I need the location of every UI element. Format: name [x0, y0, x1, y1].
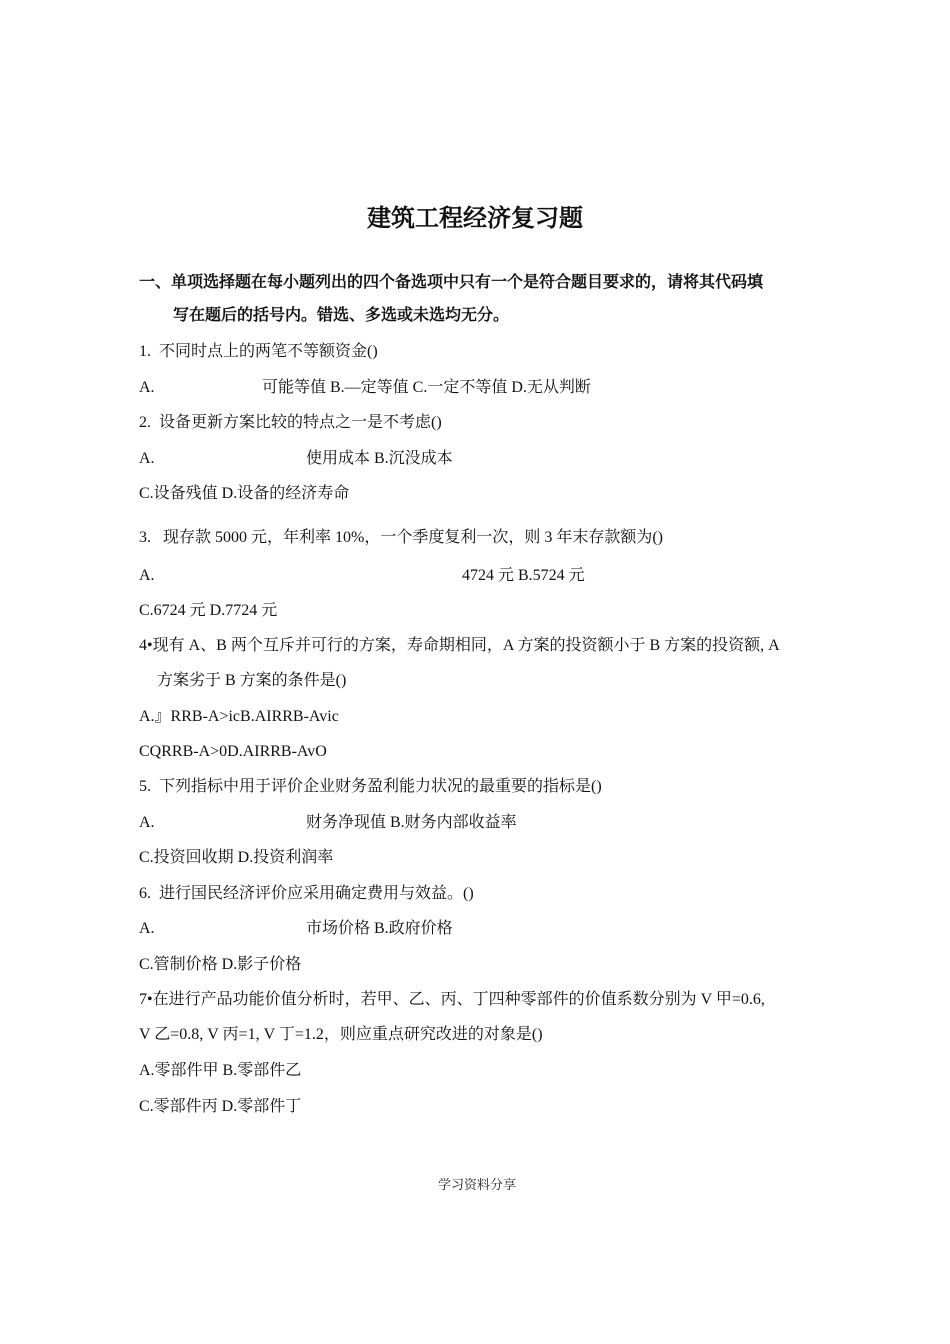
- q1-stem: 1. 不同时点上的两笔不等额资金(): [139, 343, 378, 360]
- q3-option-label: A.: [139, 567, 155, 584]
- q7-options-cd: C.零部件丙 D.零部件丁: [139, 1098, 302, 1115]
- page-footer: 学习资料分享: [438, 1178, 517, 1193]
- q2-options-ab: 使用成本 B.沉没成本: [306, 450, 453, 467]
- q2-options-cd: C.设备残值 D.设备的经济寿命: [139, 485, 350, 502]
- q5-stem: 5. 下列指标中用于评价企业财务盈利能力状况的最重要的指标是(): [139, 778, 602, 795]
- q3-options-cd: C.6724 元 D.7724 元: [139, 602, 278, 619]
- q3-stem: 3. 现存款 5000 元，年利率 10%，一个季度复利一次，则 3 年末存款额为(): [139, 529, 663, 546]
- q4-options-cd: CQRRB-A>0D.AIRRB-AvO: [139, 743, 327, 760]
- page-title: 建筑工程经济复习题: [367, 204, 583, 232]
- q2-option-label: A.: [139, 450, 155, 467]
- q4-stem-line-2: 方案劣于 B 方案的条件是(): [157, 672, 347, 689]
- q6-option-label: A.: [139, 920, 155, 937]
- q5-options-ab: 财务净现值 B.财务内部收益率: [306, 814, 517, 831]
- q4-stem-line-1: 4•现有 A、B 两个互斥并可行的方案，寿命期相同，A 方案的投资额小于 B 方案的投资额, A: [139, 637, 780, 654]
- section-heading-line-1: 一、单项选择题在每小题列出的四个备选项中只有一个是符合题目要求的，请将其代码填: [139, 272, 764, 291]
- q2-stem: 2. 设备更新方案比较的特点之一是不考虑(): [139, 414, 442, 431]
- q4-options-ab: A.』RRB-A>icB.AIRRB-Avic: [139, 708, 339, 725]
- q6-options-ab: 市场价格 B.政府价格: [306, 920, 453, 937]
- q1-options: 可能等值 B.—定等值 C.一定不等值 D.无从判断: [262, 379, 591, 396]
- q7-stem-line-1: 7•在进行产品功能价值分析时，若甲、乙、丙、丁四种零部件的价值系数分别为 V 甲=0.6,: [139, 991, 765, 1008]
- q3-options-ab: 4724 元 B.5724 元: [462, 567, 585, 584]
- q1-option-label: A.: [139, 379, 155, 396]
- section-heading-line-2: 写在题后的括号内。错选、多选或未选均无分。: [173, 305, 510, 324]
- q6-stem: 6. 进行国民经济评价应采用确定费用与效益。(): [139, 885, 474, 902]
- q5-options-cd: C.投资回收期 D.投资利润率: [139, 849, 334, 866]
- q7-stem-line-2: V 乙=0.8, V 丙=1, V 丁=1.2，则应重点研究改进的对象是(): [139, 1026, 543, 1043]
- q6-options-cd: C.管制价格 D.影子价格: [139, 956, 302, 973]
- q7-options-ab: A.零部件甲 B.零部件乙: [139, 1062, 302, 1079]
- q5-option-label: A.: [139, 814, 155, 831]
